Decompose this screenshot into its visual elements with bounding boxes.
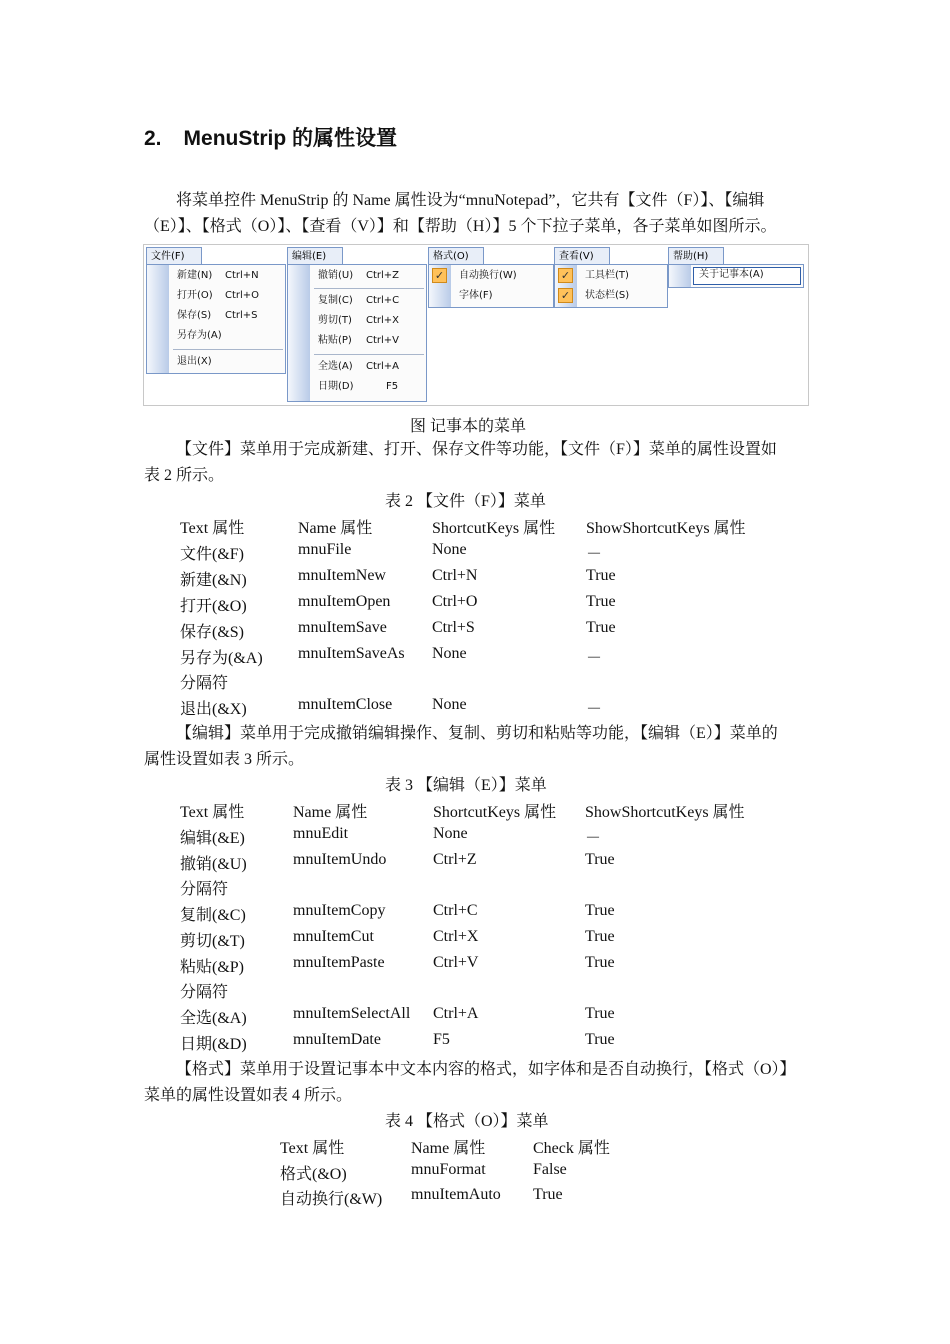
table-cell: F5 <box>433 1031 450 1048</box>
menu-item-shortcut: Ctrl+Z <box>366 270 400 281</box>
menu-item-label: 另存为(A) <box>177 330 222 341</box>
table-cell: mnuItemClose <box>298 696 393 713</box>
table-cell: Ctrl+O <box>432 593 478 610</box>
format-line-2 <box>144 1083 808 1109</box>
table-cell: mnuItemUndo <box>293 851 387 868</box>
table-header-cell: Text 属性 <box>280 1140 345 1157</box>
menu-item-save[interactable] <box>147 307 285 325</box>
table-header-cell: Check 属性 <box>533 1140 610 1157</box>
table-cell: mnuFile <box>298 541 352 558</box>
table-cell: 剪切(&T) <box>180 933 245 950</box>
menu-item-exit[interactable] <box>147 353 285 371</box>
table-cell: None <box>433 825 468 842</box>
menu-item-label: 工具栏(T) <box>585 270 629 281</box>
menu-item-label: 剪切(T) <box>318 315 352 326</box>
file-line-2 <box>144 463 808 489</box>
table3-caption: 表 3 【编辑（E）】菜单 <box>385 777 547 794</box>
table-header-cell: Name 属性 <box>293 804 368 821</box>
format-text-2: 菜单的属性设置如表 4 所示。 <box>144 1086 353 1104</box>
table-cell: 自动换行(&W) <box>280 1191 383 1208</box>
table-cell: Ctrl+A <box>433 1005 479 1022</box>
table-cell: mnuItemCopy <box>293 902 386 919</box>
table-cell: 撤销(&U) <box>180 856 247 873</box>
menu-item-shortcut: Ctrl+X <box>366 315 400 326</box>
table-cell: True <box>585 902 615 919</box>
check-icon: ✓ <box>432 268 447 283</box>
table-cell: True <box>585 954 615 971</box>
table-cell: 粘贴(&P) <box>180 959 245 976</box>
edit-paragraph <box>144 721 808 772</box>
menu-item-shortcut: Ctrl+S <box>225 310 258 321</box>
menu-item-font[interactable] <box>429 287 553 305</box>
edit-text-1: 【编辑】菜单用于完成撤销编辑操作、复制、剪切和粘贴等功能，【编辑（E）】菜单的 <box>176 725 778 742</box>
format-menu-dropdown <box>428 264 554 308</box>
table-cell: mnuItemNew <box>298 567 386 584</box>
menu-item-shortcut: Ctrl+C <box>366 295 400 306</box>
table2 <box>180 515 780 718</box>
menu-item-label: 自动换行(W) <box>459 270 517 281</box>
table-cell: 复制(&C) <box>180 907 246 924</box>
table-cell: True <box>585 1031 615 1048</box>
menu-item-shortcut: Ctrl+A <box>366 361 400 372</box>
table-cell: True <box>585 851 615 868</box>
menu-item-label: 退出(X) <box>177 356 212 367</box>
table-cell: － <box>586 701 603 718</box>
table-cell: mnuItemSave <box>298 619 387 636</box>
table-header-cell: Text 属性 <box>180 520 245 537</box>
menu-item-about[interactable] <box>669 266 803 284</box>
check-icon: ✓ <box>558 288 573 303</box>
table-header-cell: Name 属性 <box>411 1140 486 1157</box>
table-cell: Ctrl+N <box>432 567 478 584</box>
table-header-cell: ShortcutKeys 属性 <box>432 520 556 537</box>
table-header-cell: Name 属性 <box>298 520 373 537</box>
section-title: MenuStrip 的属性设置 <box>183 127 398 150</box>
table-cell: 日期(&D) <box>180 1036 247 1053</box>
table-header-cell: ShowShortcutKeys 属性 <box>585 804 745 821</box>
table-cell: True <box>586 619 616 636</box>
format-menu-title[interactable]: 格式(O) <box>428 247 484 265</box>
view-menu-title[interactable]: 查看(V) <box>554 247 610 265</box>
table-header-cell: ShortcutKeys 属性 <box>433 804 557 821</box>
table-cell: 格式(&O) <box>280 1166 347 1183</box>
table-cell: True <box>585 928 615 945</box>
help-menu-title[interactable]: 帮助(H) <box>668 247 724 265</box>
table-cell: True <box>586 593 616 610</box>
menu-item-label: 全选(A) <box>318 361 353 372</box>
table-cell: True <box>586 567 616 584</box>
menu-item-label: 字体(F) <box>459 290 493 301</box>
menu-item-label: 新建(N) <box>177 270 213 281</box>
table-cell: mnuFormat <box>411 1161 486 1178</box>
table-cell: None <box>432 696 467 713</box>
menu-item-toolbar[interactable] <box>555 267 667 285</box>
table-cell: None <box>432 541 467 558</box>
intro-text-1: 将菜单控件 MenuStrip 的 Name 属性设为“mnuNotepad”，它共有【文件（F）】、【编辑 <box>176 192 765 209</box>
menu-item-shortcut: Ctrl+N <box>225 270 259 281</box>
table-cell: 分隔符 <box>180 881 229 898</box>
table-cell: mnuEdit <box>293 825 349 842</box>
table-cell: True <box>585 1005 615 1022</box>
table3 <box>180 799 780 1053</box>
check-icon: ✓ <box>558 268 573 283</box>
table-cell: － <box>586 650 603 667</box>
menu-item-statusbar[interactable] <box>555 287 667 305</box>
table-cell: 分隔符 <box>180 675 229 692</box>
menu-separator <box>173 349 283 350</box>
intro-text-2: （E）】、【格式（O）】、【查看（V）】和【帮助（H）】5 个下拉子菜单，各子菜单如图所示。 <box>144 217 777 235</box>
table-cell: mnuItemDate <box>293 1031 381 1048</box>
table-cell: mnuItemSaveAs <box>298 645 405 662</box>
menu-item-label: 撤销(U) <box>318 270 354 281</box>
table-cell: None <box>432 645 467 662</box>
view-menu-dropdown <box>554 264 668 308</box>
menu-item-date[interactable] <box>288 378 426 396</box>
menu-item-shortcut: F5 <box>386 381 399 392</box>
intro-paragraph <box>144 188 808 239</box>
menu-item-label: 状态栏(S) <box>585 290 630 301</box>
table-cell: Ctrl+C <box>433 902 478 919</box>
file-menu-title[interactable]: 文件(F) <box>146 247 202 265</box>
menu-item-shortcut: Ctrl+V <box>366 335 400 346</box>
table-cell: mnuItemAuto <box>411 1186 501 1203</box>
table-cell: Ctrl+X <box>433 928 479 945</box>
intro-line-1 <box>144 188 808 214</box>
menu-item-new[interactable] <box>147 267 285 285</box>
file-text-1: 【文件】菜单用于完成新建、打开、保存文件等功能，【文件（F）】菜单的属性设置如 <box>176 441 777 458</box>
menu-item-label: 关于记事本(A) <box>699 269 764 280</box>
menu-item-label: 粘贴(P) <box>318 335 352 346</box>
table-cell: 保存(&S) <box>180 624 245 641</box>
table-cell: 编辑(&E) <box>180 830 245 847</box>
menu-item-copy[interactable] <box>288 292 426 310</box>
table-cell: 新建(&N) <box>180 572 247 589</box>
menu-item-open[interactable] <box>147 287 285 305</box>
edit-line-1 <box>144 721 808 747</box>
file-text-2: 表 2 所示。 <box>144 466 225 484</box>
menu-item-save-as[interactable] <box>147 327 285 345</box>
table-cell: 另存为(&A) <box>180 650 263 667</box>
table-cell: False <box>533 1161 567 1178</box>
table-cell: mnuItemPaste <box>293 954 385 971</box>
figure-caption: 图 记事本的菜单 <box>410 418 527 435</box>
table-cell: True <box>533 1186 563 1203</box>
section-heading <box>144 122 397 152</box>
format-text-1: 【格式】菜单用于设置记事本中文本内容的格式，如字体和是否自动换行，【格式（O）】 <box>176 1061 796 1078</box>
edit-menu-title[interactable]: 编辑(E) <box>287 247 343 265</box>
file-line-1 <box>144 437 808 463</box>
intro-line-2 <box>144 214 808 240</box>
table-cell: Ctrl+V <box>433 954 479 971</box>
table-header-cell: Text 属性 <box>180 804 245 821</box>
menu-item-word-wrap[interactable] <box>429 267 553 285</box>
file-paragraph <box>144 437 808 488</box>
table-cell: mnuItemCut <box>293 928 374 945</box>
menu-item-label: 打开(O) <box>177 290 213 301</box>
menu-separator <box>314 354 424 355</box>
menu-figure <box>143 244 809 406</box>
menu-item-label: 日期(D) <box>318 381 354 392</box>
file-menu-dropdown <box>146 264 286 374</box>
table4-caption: 表 4 【格式（O）】菜单 <box>385 1113 549 1130</box>
menu-item-label: 复制(C) <box>318 295 353 306</box>
table-cell: Ctrl+S <box>432 619 475 636</box>
menu-item-select-all[interactable] <box>288 358 426 376</box>
table-cell: mnuItemSelectAll <box>293 1005 411 1022</box>
table-cell: 分隔符 <box>180 984 229 1001</box>
table4 <box>280 1135 680 1215</box>
table-header-cell: ShowShortcutKeys 属性 <box>586 520 746 537</box>
format-paragraph <box>144 1057 808 1108</box>
help-menu-dropdown <box>668 264 804 288</box>
table-cell: － <box>585 830 602 847</box>
table-cell: 文件(&F) <box>180 546 245 563</box>
edit-menu-dropdown <box>287 264 427 402</box>
table-cell: mnuItemOpen <box>298 593 391 610</box>
menu-item-paste[interactable] <box>288 332 426 350</box>
table-cell: 打开(&O) <box>180 598 247 615</box>
menu-item-undo[interactable] <box>288 267 426 285</box>
menu-item-shortcut: Ctrl+O <box>225 290 260 301</box>
menu-item-label: 保存(S) <box>177 310 212 321</box>
edit-line-2 <box>144 747 808 773</box>
menu-separator <box>314 288 424 289</box>
edit-text-2: 属性设置如表 3 所示。 <box>144 750 305 768</box>
table-cell: 退出(&X) <box>180 701 247 718</box>
table-cell: 全选(&A) <box>180 1010 247 1027</box>
section-number: 2. <box>144 127 162 150</box>
table2-caption: 表 2 【文件（F）】菜单 <box>385 493 546 510</box>
menu-item-cut[interactable] <box>288 312 426 330</box>
table-cell: － <box>586 546 603 563</box>
format-line-1 <box>144 1057 808 1083</box>
table-cell: Ctrl+Z <box>433 851 477 868</box>
